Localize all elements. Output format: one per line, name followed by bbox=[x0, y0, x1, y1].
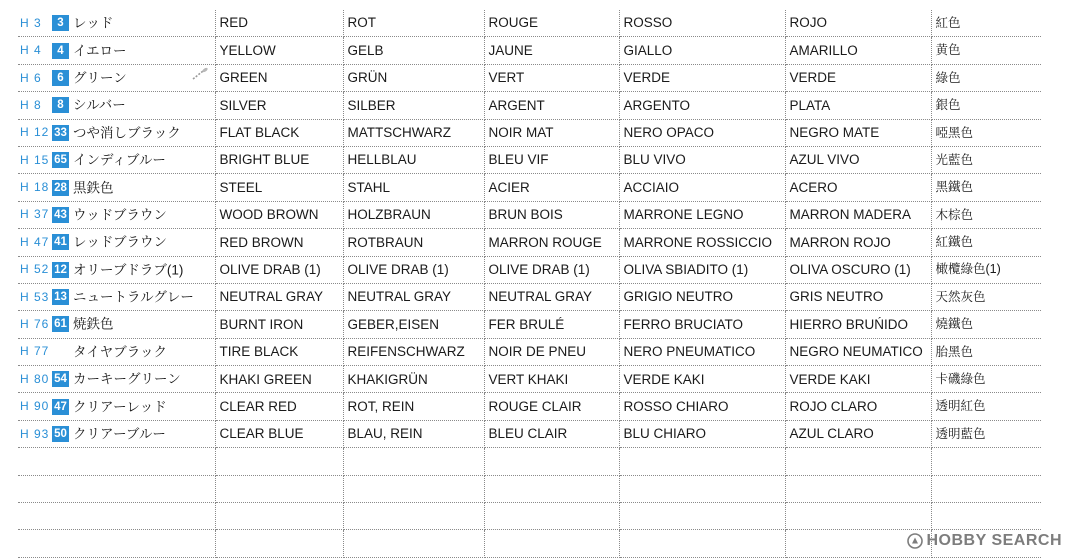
english-name: SILVER bbox=[215, 92, 343, 119]
h-code: H 37 bbox=[20, 207, 50, 222]
chinese-name: 橄欖綠色(1) bbox=[931, 256, 1041, 283]
french-name: BLEU VIF bbox=[484, 146, 619, 173]
h-code: H 53 bbox=[20, 289, 50, 304]
french-name: VERT bbox=[484, 64, 619, 91]
german-name: ROT, REIN bbox=[343, 393, 484, 420]
paint-code-cell bbox=[18, 229, 215, 256]
italian-name: ROSSO CHIARO bbox=[619, 393, 785, 420]
table-row bbox=[18, 338, 1041, 365]
number-badge: 54 bbox=[52, 371, 69, 387]
number-badge: 28 bbox=[52, 180, 69, 196]
german-name: KHAKIGRÜN bbox=[343, 366, 484, 393]
english-name: RED bbox=[215, 10, 343, 37]
number-badge: 8 bbox=[52, 97, 69, 113]
spanish-name: AZUL CLARO bbox=[785, 420, 931, 447]
paint-code-cell bbox=[18, 393, 215, 420]
empty-cell bbox=[18, 503, 215, 530]
paint-code-cell bbox=[18, 311, 215, 338]
german-name: GELB bbox=[343, 37, 484, 64]
german-name: ROT bbox=[343, 10, 484, 37]
number-badge: 3 bbox=[52, 15, 69, 31]
paint-code-cell bbox=[18, 174, 215, 201]
empty-cell bbox=[343, 448, 484, 475]
table-row bbox=[18, 92, 1041, 119]
spanish-name: MARRON MADERA bbox=[785, 201, 931, 228]
japanese-name: シルバー bbox=[73, 97, 126, 113]
table-row bbox=[18, 256, 1041, 283]
spanish-name: MARRON ROJO bbox=[785, 229, 931, 256]
number-badge: 6 bbox=[52, 70, 69, 86]
chinese-name: 紅色 bbox=[931, 10, 1041, 37]
table-row bbox=[18, 283, 1041, 310]
english-name: KHAKI GREEN bbox=[215, 366, 343, 393]
watermark-text: HOBBY SEARCH bbox=[926, 532, 1062, 549]
number-badge: 12 bbox=[52, 262, 69, 278]
h-code: H 47 bbox=[20, 234, 50, 249]
spanish-name: NEGRO NEUMATICO bbox=[785, 338, 931, 365]
spanish-name: OLIVA OSCURO (1) bbox=[785, 256, 931, 283]
table-row bbox=[18, 420, 1041, 447]
h-code: H 8 bbox=[20, 97, 42, 112]
german-name: MATTSCHWARZ bbox=[343, 119, 484, 146]
paint-code-cell bbox=[18, 283, 215, 310]
empty-row bbox=[18, 530, 1041, 557]
english-name: TIRE BLACK bbox=[215, 338, 343, 365]
empty-cell bbox=[18, 530, 215, 557]
paint-code-cell bbox=[18, 420, 215, 447]
english-name: BRIGHT BLUE bbox=[215, 146, 343, 173]
italian-name: OLIVA SBIADITO (1) bbox=[619, 256, 785, 283]
spanish-name: HIERRO BRUŃIDO bbox=[785, 311, 931, 338]
spanish-name: ROJO CLARO bbox=[785, 393, 931, 420]
h-code: H 4 bbox=[20, 43, 42, 58]
french-name: NOIR DE PNEU bbox=[484, 338, 619, 365]
table-row bbox=[18, 37, 1041, 64]
french-name: MARRON ROUGE bbox=[484, 229, 619, 256]
paint-code-cell bbox=[18, 146, 215, 173]
paint-code-cell bbox=[18, 119, 215, 146]
table-row bbox=[18, 64, 1041, 91]
empty-cell bbox=[619, 448, 785, 475]
italian-name: FERRO BRUCIATO bbox=[619, 311, 785, 338]
h-code: H 76 bbox=[20, 317, 50, 332]
h-code: H 6 bbox=[20, 70, 42, 85]
empty-cell bbox=[785, 448, 931, 475]
hobby-search-logo-icon bbox=[907, 533, 923, 549]
english-name: OLIVE DRAB (1) bbox=[215, 256, 343, 283]
empty-cell bbox=[785, 503, 931, 530]
empty-cell bbox=[484, 475, 619, 502]
number-badge: 33 bbox=[52, 125, 69, 141]
german-name: HELLBLAU bbox=[343, 146, 484, 173]
empty-cell bbox=[931, 448, 1041, 475]
h-code: H 15 bbox=[20, 152, 50, 167]
table-row bbox=[18, 146, 1041, 173]
number-badge: 47 bbox=[52, 399, 69, 415]
chinese-name: 天然灰色 bbox=[931, 283, 1041, 310]
empty-cell bbox=[215, 503, 343, 530]
empty-cell bbox=[931, 503, 1041, 530]
chinese-name: 啞黑色 bbox=[931, 119, 1041, 146]
japanese-name: オリーブドラブ(1) bbox=[73, 261, 184, 277]
paint-code-cell bbox=[18, 201, 215, 228]
english-name: WOOD BROWN bbox=[215, 201, 343, 228]
spanish-name: GRIS NEUTRO bbox=[785, 283, 931, 310]
table-row bbox=[18, 10, 1041, 37]
chinese-name: 綠色 bbox=[931, 64, 1041, 91]
english-name: FLAT BLACK bbox=[215, 119, 343, 146]
chinese-name: 燒鐵色 bbox=[931, 311, 1041, 338]
chinese-name: 紅鐵色 bbox=[931, 229, 1041, 256]
japanese-name: つや消しブラック bbox=[73, 125, 181, 140]
japanese-name: ウッドブラウン bbox=[73, 207, 167, 223]
german-name: NEUTRAL GRAY bbox=[343, 283, 484, 310]
empty-cell bbox=[619, 503, 785, 530]
empty-row bbox=[18, 448, 1041, 475]
english-name: NEUTRAL GRAY bbox=[215, 283, 343, 310]
french-name: FER BRULÉ bbox=[484, 311, 619, 338]
english-name: BURNT IRON bbox=[215, 311, 343, 338]
german-name: ROTBRAUN bbox=[343, 229, 484, 256]
table-row bbox=[18, 366, 1041, 393]
french-name: VERT KHAKI bbox=[484, 366, 619, 393]
japanese-name: タイヤブラック bbox=[73, 344, 167, 360]
german-name: REIFENSCHWARZ bbox=[343, 338, 484, 365]
italian-name: MARRONE LEGNO bbox=[619, 201, 785, 228]
spanish-name: AMARILLO bbox=[785, 37, 931, 64]
french-name: ACIER bbox=[484, 174, 619, 201]
empty-row bbox=[18, 475, 1041, 502]
empty-cell bbox=[215, 475, 343, 502]
japanese-name: カーキーグリーン bbox=[73, 371, 181, 387]
japanese-name: クリアーブルー bbox=[73, 426, 166, 442]
chinese-name: 胎黑色 bbox=[931, 338, 1041, 365]
empty-cell bbox=[215, 530, 343, 557]
h-code: H 93 bbox=[20, 426, 50, 441]
empty-cell bbox=[343, 475, 484, 502]
spanish-name: AZUL VIVO bbox=[785, 146, 931, 173]
empty-row bbox=[18, 503, 1041, 530]
japanese-name: ニュートラルグレー bbox=[73, 289, 194, 305]
table-row bbox=[18, 174, 1041, 201]
paint-code-cell bbox=[18, 10, 215, 37]
chinese-name: 木棕色 bbox=[931, 201, 1041, 228]
english-name: STEEL bbox=[215, 174, 343, 201]
german-name: SILBER bbox=[343, 92, 484, 119]
japanese-name: レッドブラウン bbox=[73, 234, 167, 250]
paint-code-cell bbox=[18, 256, 215, 283]
h-code: H 90 bbox=[20, 399, 50, 414]
h-code: H 12 bbox=[20, 125, 50, 140]
paint-code-cell bbox=[18, 37, 215, 64]
chinese-name: 透明紅色 bbox=[931, 393, 1041, 420]
english-name: CLEAR RED bbox=[215, 393, 343, 420]
german-name: STAHL bbox=[343, 174, 484, 201]
italian-name: NERO OPACO bbox=[619, 119, 785, 146]
paint-color-table bbox=[18, 10, 1041, 558]
italian-name: ACCIAIO bbox=[619, 174, 785, 201]
chinese-name: 黑鐵色 bbox=[931, 174, 1041, 201]
empty-cell bbox=[619, 530, 785, 557]
spanish-name: VERDE KAKI bbox=[785, 366, 931, 393]
empty-cell bbox=[484, 448, 619, 475]
german-name: GEBER,EISEN bbox=[343, 311, 484, 338]
french-name: NOIR MAT bbox=[484, 119, 619, 146]
number-badge: 43 bbox=[52, 207, 69, 223]
italian-name: VERDE KAKI bbox=[619, 366, 785, 393]
spanish-name: VERDE bbox=[785, 64, 931, 91]
japanese-name: レッド bbox=[73, 15, 114, 31]
paint-code-cell bbox=[18, 366, 215, 393]
h-code: H 52 bbox=[20, 262, 50, 277]
empty-cell bbox=[484, 530, 619, 557]
chinese-name: 光藍色 bbox=[931, 146, 1041, 173]
table-row bbox=[18, 201, 1041, 228]
japanese-name: 黒鉄色 bbox=[73, 179, 114, 195]
h-code: H 80 bbox=[20, 371, 50, 386]
empty-cell bbox=[343, 503, 484, 530]
paint-code-cell bbox=[18, 64, 215, 91]
table-row bbox=[18, 311, 1041, 338]
empty-cell bbox=[619, 475, 785, 502]
paint-code-cell bbox=[18, 338, 215, 365]
number-badge: 4 bbox=[52, 43, 69, 59]
empty-cell bbox=[785, 475, 931, 502]
german-name: BLAU, REIN bbox=[343, 420, 484, 447]
empty-cell bbox=[18, 475, 215, 502]
japanese-name: グリーン bbox=[73, 70, 127, 86]
french-name: ARGENT bbox=[484, 92, 619, 119]
number-badge: 61 bbox=[52, 316, 69, 332]
table-row bbox=[18, 229, 1041, 256]
italian-name: GIALLO bbox=[619, 37, 785, 64]
number-badge: 50 bbox=[52, 426, 69, 442]
german-name: GRÜN bbox=[343, 64, 484, 91]
paint-brush-icon bbox=[191, 67, 209, 81]
french-name: ROUGE bbox=[484, 10, 619, 37]
italian-name: ARGENTO bbox=[619, 92, 785, 119]
table-row bbox=[18, 119, 1041, 146]
japanese-name: クリアーレッド bbox=[73, 398, 167, 414]
french-name: OLIVE DRAB (1) bbox=[484, 256, 619, 283]
spanish-name: ACERO bbox=[785, 174, 931, 201]
italian-name: GRIGIO NEUTRO bbox=[619, 283, 785, 310]
number-badge: 65 bbox=[52, 152, 69, 168]
chinese-name: 銀色 bbox=[931, 92, 1041, 119]
french-name: ROUGE CLAIR bbox=[484, 393, 619, 420]
table-row bbox=[18, 393, 1041, 420]
paint-code-cell bbox=[18, 92, 215, 119]
italian-name: VERDE bbox=[619, 64, 785, 91]
number-badge: 41 bbox=[52, 234, 69, 250]
empty-cell bbox=[18, 448, 215, 475]
spanish-name: NEGRO MATE bbox=[785, 119, 931, 146]
italian-name: BLU VIVO bbox=[619, 146, 785, 173]
french-name: JAUNE bbox=[484, 37, 619, 64]
english-name: YELLOW bbox=[215, 37, 343, 64]
japanese-name: 焼鉄色 bbox=[73, 316, 114, 332]
italian-name: NERO PNEUMATICO bbox=[619, 338, 785, 365]
japanese-name: インディブルー bbox=[73, 152, 166, 168]
empty-cell bbox=[215, 448, 343, 475]
french-name: BRUN BOIS bbox=[484, 201, 619, 228]
h-code: H 3 bbox=[20, 15, 42, 30]
italian-name: ROSSO bbox=[619, 10, 785, 37]
chinese-name: 卡磯綠色 bbox=[931, 366, 1041, 393]
spanish-name: PLATA bbox=[785, 92, 931, 119]
english-name: CLEAR BLUE bbox=[215, 420, 343, 447]
italian-name: MARRONE ROSSICCIO bbox=[619, 229, 785, 256]
chinese-name: 透明藍色 bbox=[931, 420, 1041, 447]
italian-name: BLU CHIARO bbox=[619, 420, 785, 447]
chinese-name: 黄色 bbox=[931, 37, 1041, 64]
empty-cell bbox=[343, 530, 484, 557]
h-code: H 77 bbox=[20, 344, 50, 359]
english-name: RED BROWN bbox=[215, 229, 343, 256]
empty-cell bbox=[484, 503, 619, 530]
french-name: BLEU CLAIR bbox=[484, 420, 619, 447]
german-name: OLIVE DRAB (1) bbox=[343, 256, 484, 283]
french-name: NEUTRAL GRAY bbox=[484, 283, 619, 310]
empty-cell bbox=[931, 475, 1041, 502]
h-code: H 18 bbox=[20, 180, 50, 195]
number-badge bbox=[52, 344, 69, 360]
japanese-name: イエロー bbox=[73, 42, 127, 58]
watermark bbox=[907, 532, 1063, 550]
english-name: GREEN bbox=[215, 64, 343, 91]
paint-table-body bbox=[18, 10, 1041, 557]
spanish-name: ROJO bbox=[785, 10, 931, 37]
german-name: HOLZBRAUN bbox=[343, 201, 484, 228]
number-badge: 13 bbox=[52, 289, 69, 305]
